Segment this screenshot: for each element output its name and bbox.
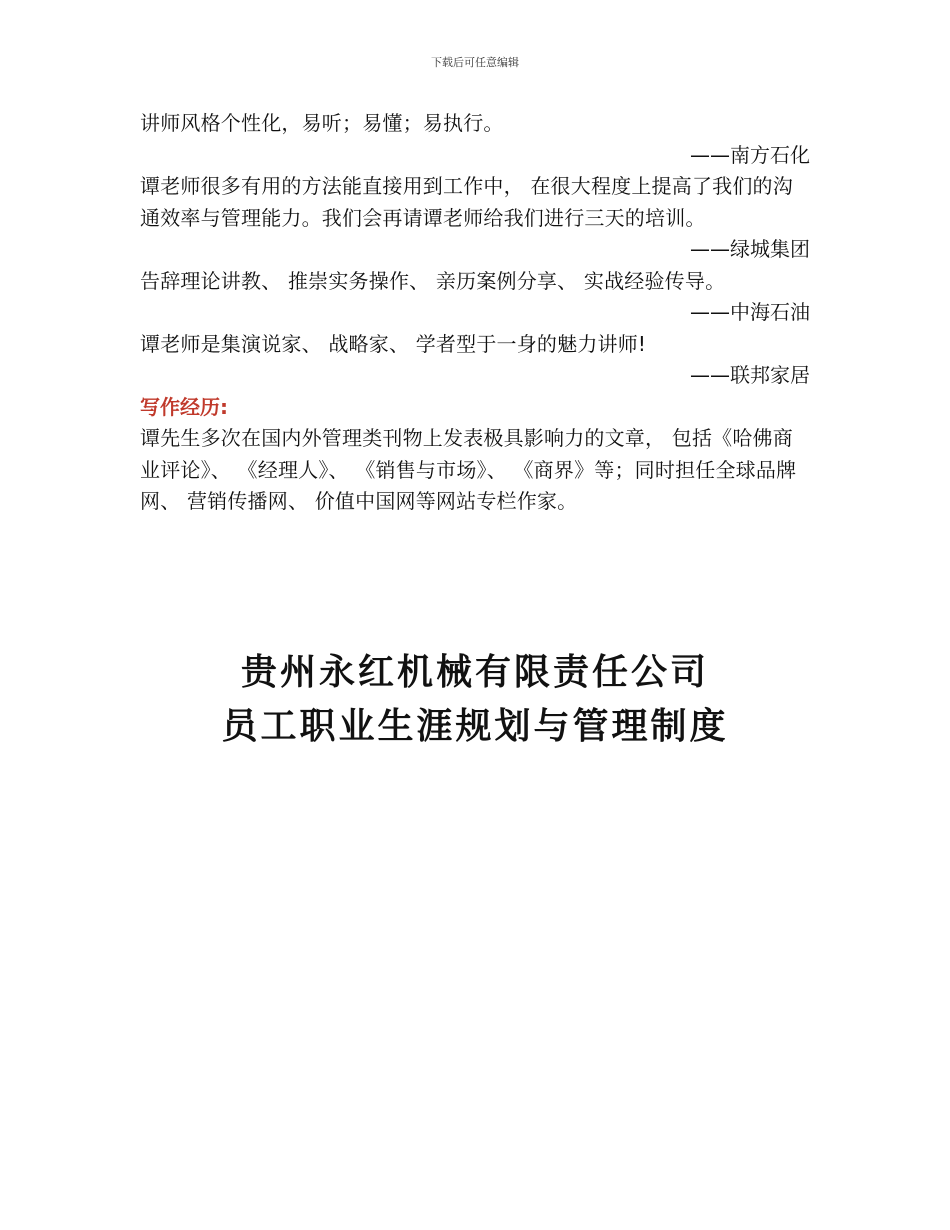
- testimonial-source-1: ——南方石化: [690, 142, 810, 167]
- policy-name-title: 员工职业生涯规划与管理制度: [221, 706, 729, 747]
- testimonial-source-4: ——联邦家居: [690, 363, 810, 387]
- testimonial-source-2: ——绿城集团: [690, 237, 810, 261]
- page-header-note: 下载后可任意编辑: [431, 56, 519, 69]
- document-body: [140, 108, 812, 518]
- testimonial-source-3: ——中海石油: [690, 300, 810, 324]
- document-title: [0, 646, 950, 754]
- testimonial-text-1: 讲师风格个性化，易听；易懂；易执行。: [140, 111, 504, 135]
- testimonial-text-2: 谭老师很多有用的方法能直接用到工作中， 在很大程度上提高了我们的沟通效率与管理能力。我们会再请谭老师给我们进行三天的培训。: [140, 174, 793, 230]
- testimonial-text-3: 告辞理论讲教、 推崇实务操作、 亲历案例分享、 实战经验传导。: [140, 268, 726, 293]
- testimonial-text-4: 谭老师是集演说家、 战略家、 学者型于一身的魅力讲师!: [140, 331, 647, 356]
- writing-section-heading: 写作经历:: [140, 394, 228, 419]
- company-name-title: 贵州永红机械有限责任公司: [240, 652, 709, 693]
- writing-section-body: 谭先生多次在国内外管理类刊物上发表极具影响力的文章， 包括《哈佛商业评论》、 《经理人》、 《销售与市场》、 《商界》等；同时担任全球品牌网、 营销传播网、 价值中国网等网站专栏作家。: [140, 426, 797, 513]
